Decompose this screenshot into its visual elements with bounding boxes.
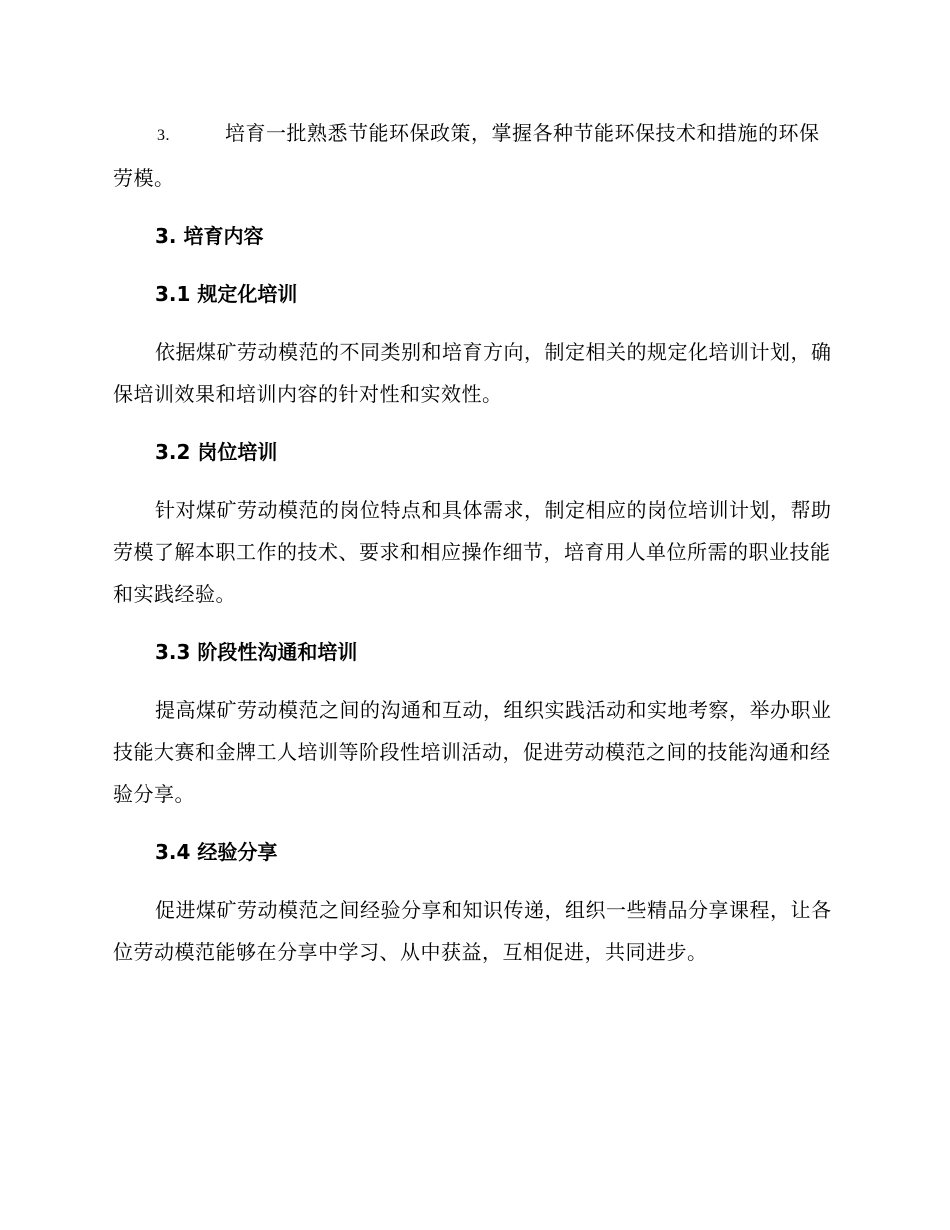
list-item-number: 3.: [157, 127, 170, 144]
list-item: [113, 112, 835, 199]
subsection-body-3-1: 依据煤矿劳动模范的不同类别和培育方向，制定相关的规定化培训计划，确保培训效果和培训内容的针对性和实效性。: [113, 340, 832, 406]
subsection-heading-3-3: 3.3 阶段性沟通和培训: [155, 640, 358, 664]
subsection-heading-3-4: 3.4 经验分享: [155, 840, 278, 864]
subsection-heading-3-1: 3.1 规定化培训: [155, 282, 298, 306]
subsection-body-3-3: 提高煤矿劳动模范之间的沟通和互动，组织实践活动和实地考察，举办职业技能大赛和金牌工人培训等阶段性培训活动，促进劳动模范之间的技能沟通和经验分享。: [113, 698, 832, 806]
section-heading: 3. 培育内容: [155, 224, 264, 248]
subsection-body-3-2: 针对煤矿劳动模范的岗位特点和具体需求，制定相应的岗位培训计划，帮助劳模了解本职工作的技术、要求和相应操作细节，培育用人单位所需的职业技能和实践经验。: [113, 498, 832, 606]
subsection-heading-3-2: 3.2 岗位培训: [155, 440, 278, 464]
subsection-body-3-4: 促进煤矿劳动模范之间经验分享和知识传递，组织一些精品分享课程，让各位劳动模范能够在分享中学习、从中获益，互相促进，共同进步。: [113, 898, 832, 964]
document-content: [113, 112, 835, 989]
list-item-text: 培育一批熟悉节能环保政策，掌握各种节能环保技术和措施的环保劳模。: [113, 121, 820, 190]
